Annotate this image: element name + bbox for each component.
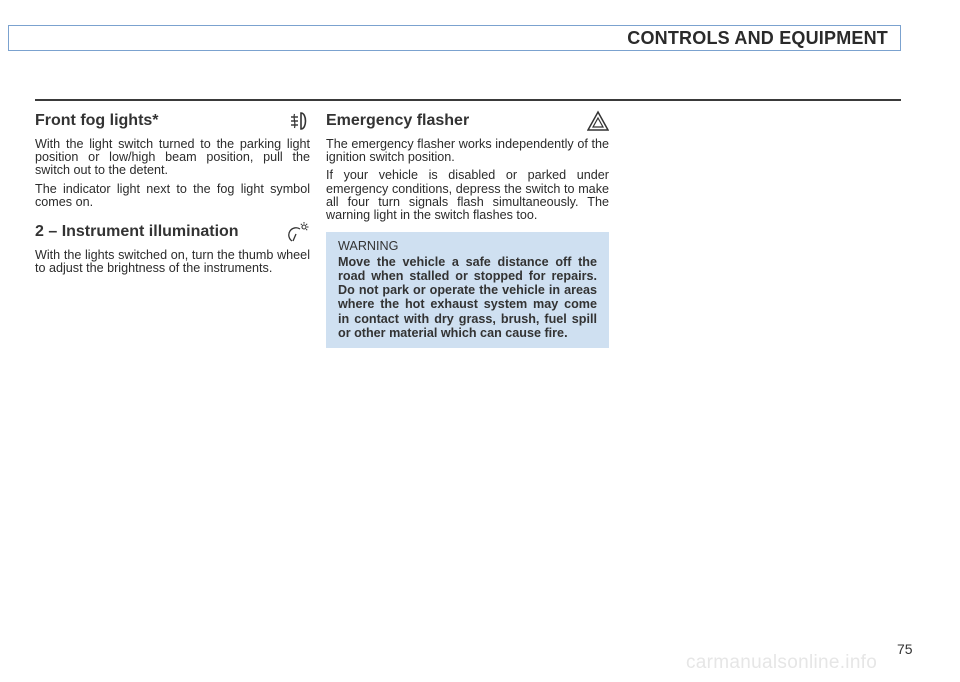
fog-lights-paragraph-1: With the light switch turned to the parking light position or low/high beam position, pull the switch out to the detent.: [35, 137, 310, 178]
instrument-illumination-title: 2 – Instrument illumination: [35, 223, 239, 241]
warning-body: Move the vehicle a safe distance off the road when stalled or stopped for repairs. Do not park or operate the vehicle in areas where the hot exhaust system may come in contact with dry grass, brush, fuel spill or other material which can cause fire.: [338, 254, 597, 340]
emergency-flasher-title: Emergency flasher: [326, 112, 470, 130]
middle-column: [326, 110, 609, 348]
left-column: [35, 110, 310, 280]
illumination-icon: [288, 221, 310, 243]
page-number: 75: [897, 641, 913, 657]
emergency-flasher-paragraph-1: The emergency flasher works independently of the ignition switch position.: [326, 137, 609, 165]
emergency-flasher-paragraph-2: If your vehicle is disabled or parked under emergency conditions, depress the switch to make all four turn signals flash simultaneously. The warning light in the switch flashes too.: [326, 168, 609, 223]
fog-lights-heading: [35, 110, 310, 132]
fog-lights-title: Front fog lights*: [35, 112, 159, 130]
hazard-triangle-icon: [587, 110, 609, 132]
emergency-flasher-heading: [326, 110, 609, 132]
fog-light-icon: [288, 110, 310, 132]
warning-title: WARNING: [338, 239, 399, 254]
section-header: [8, 25, 901, 51]
section-title: CONTROLS AND EQUIPMENT: [627, 28, 888, 48]
watermark: carmanualsonline.info: [686, 652, 878, 673]
warning-box: [326, 232, 609, 348]
divider-rule: [35, 99, 901, 101]
instrument-illumination-heading: [35, 221, 310, 243]
instrument-illumination-paragraph: With the lights switched on, turn the thumb wheel to adjust the brightness of the instruments.: [35, 248, 310, 276]
fog-lights-paragraph-2: The indicator light next to the fog light symbol comes on.: [35, 181, 310, 209]
